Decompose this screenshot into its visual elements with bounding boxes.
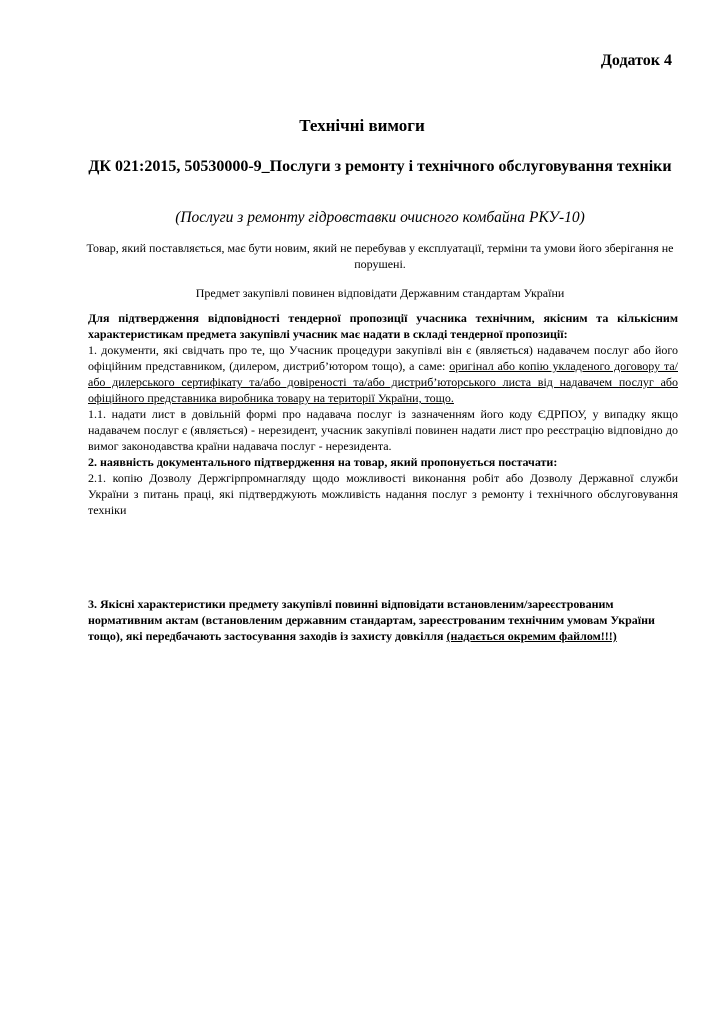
item-1-text: 1. документи, які свідчать про те, що Учасник процедури закупівлі він є (являється) надавачем послуг або його офіційним представником, (дилером, дистриб’ютором тощо), а саме:	[88, 343, 678, 373]
item-3	[88, 596, 678, 644]
standards-note: Предмет закупівлі повинен відповідати Державним стандартам України	[195, 286, 565, 300]
item-2: 2. наявність документального підтвердження на товар, який пропонується постачати:	[88, 455, 558, 469]
new-goods-note: Товар, який поставляється, має бути новим, який не перебував у експлуатації, терміни та умови його зберігання не порушені.	[86, 241, 674, 271]
procurement-subject: ДК 021:2015, 50530000-9_Послуги з ремонту і технічного обслуговування техніки	[88, 158, 672, 175]
item-1	[88, 342, 678, 406]
item-1-documents: оригінал або копію укладеного договору та/або дилерського сертифікату та/або довіреності та/або дистриб’юторського листа від надавачем послуг або офіційного представника виробника товару на території України, тощо.	[88, 359, 678, 405]
item-2-1: 2.1. копію Дозволу Держгірпромнагляду щодо можливості виконання робіт або Дозволу Державної служби України з питань праці, які підтверджують можливість надання послуг з ремонту і технічного обслуговування техніки	[88, 471, 678, 517]
item-3-text: 3. Якісні характеристики предмету закупівлі повинні відповідати встановленим/зареєстрованим нормативним актам (встановленим державним стандартам, зареєстрованим технічним умовам України тощо), які передбачають застосування заходів із захисту довкілля	[88, 597, 655, 643]
appendix-label: Додаток 4	[600, 52, 672, 69]
intro-paragraph: Для підтвердження відповідності тендерної пропозиції учасника технічним, якісним та кількісним характеристикам предмета закупівлі учасник має надати в складі тендерної пропозиції:	[88, 311, 678, 341]
service-subtitle: (Послуги з ремонту гідровставки очисного комбайна РКУ-10)	[175, 209, 585, 226]
page-title: Технічні вимоги	[299, 116, 425, 135]
requirements-body	[88, 310, 678, 518]
item-3-separate-file: (надається окремим файлом!!!)	[446, 629, 617, 643]
item-1-1: 1.1. надати лист в довільній формі про надавача послуг із зазначенням його коду ЄДРПОУ, у випадку якщо надавачем послуг є (являється) - нерезидент, учасник закупівлі повинен надати лист про реєстрацію відповідно до вимог законодавства країни надавача послуг - нерезидента.	[88, 407, 678, 453]
